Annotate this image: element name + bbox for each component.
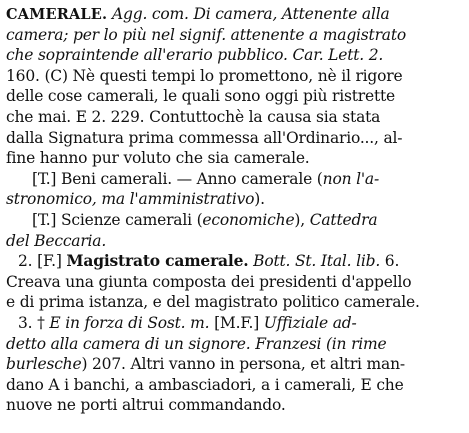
citation-text: delle cose camerali, le quali sono oggi più ristrette — [6, 87, 395, 106]
citation-text: e di prima istanza, e del magistrato politico camerale. — [6, 293, 420, 312]
source-text: del Beccaria. — [6, 231, 107, 250]
sense-number: 3. † — [18, 313, 50, 332]
entry-line-6 — [6, 107, 465, 128]
entry-line-7 — [6, 128, 465, 149]
entry-line-16 — [6, 313, 465, 334]
entry-line-11 — [6, 210, 465, 231]
source-text: Cattedra — [309, 210, 378, 229]
entry-line-20 — [6, 395, 465, 416]
entry-line-4 — [6, 66, 465, 87]
example-text: [T.] Scienze camerali ( — [32, 210, 203, 229]
gloss-text: stronomico, ma l'amministrativo — [6, 190, 255, 209]
entry-line-18 — [6, 354, 465, 375]
definition-text: detto alla camera di un signore. Franzesi (in rime — [6, 334, 387, 353]
citation-text: dano A i banchi, a ambasciadori, a i camerali, E che — [6, 375, 404, 394]
citation-text: fine hanno pur voluto che sia camerale. — [6, 149, 310, 168]
sense-heading: Magistrato camerale. — [66, 251, 249, 271]
entry-line-10 — [6, 189, 465, 210]
source-text: Bott. St. Ital. lib. — [248, 252, 381, 271]
citation-text: 160. (C) Nè questi tempi lo promettono, nè il rigore — [6, 66, 403, 85]
definition-text: Uffiziale ad- — [263, 313, 357, 332]
definition-text: E in forza di Sost. m. — [49, 313, 210, 332]
entry-line-19 — [6, 375, 465, 396]
citation-text: ) 207. Altri vanno in persona, et altri man- — [81, 355, 405, 374]
citation-text: Creava una giunta composta dei presidenti d'appello — [6, 272, 412, 291]
headword: CAMERALE. — [6, 6, 108, 23]
entry-line-12 — [6, 231, 465, 252]
citation-text: nuove ne porti altrui commandando. — [6, 396, 286, 415]
label-text: [M.F.] — [209, 313, 264, 332]
entry-line-2 — [6, 25, 465, 46]
entry-line-3 — [6, 45, 465, 66]
definition-text: Agg. com. Di camera, Attenente alla — [112, 5, 390, 23]
citation-number: 6. — [380, 252, 400, 271]
source-text: burlesche — [6, 355, 82, 374]
definition-text: camera; per lo più nel signif. attenente a magistrato — [6, 25, 406, 44]
citation-text: che mai. E 2. 229. Contuttochè la causa sia stata — [6, 107, 381, 126]
sense-number: 2. [F.] — [18, 252, 67, 271]
entry-line-9 — [6, 169, 465, 190]
entry-line-8 — [6, 148, 465, 169]
entry-line-13 — [6, 251, 465, 272]
punctuation: ), — [294, 210, 310, 229]
citation-text: dalla Signatura prima commessa all'Ordinario..., al- — [6, 128, 403, 147]
entry-line-17 — [6, 334, 465, 355]
entry-line-14 — [6, 272, 465, 293]
entry-line-15 — [6, 292, 465, 313]
entry-line-1 — [6, 4, 465, 25]
punctuation: ). — [254, 190, 265, 209]
example-text: [T.] Beni camerali. — Anno camerale ( — [32, 169, 323, 188]
definition-text: che sopraintende all'erario pubblico. Car. Lett. 2. — [6, 46, 384, 65]
entry-line-5 — [6, 86, 465, 107]
gloss-text: non l'a- — [322, 169, 379, 188]
gloss-text: economiche — [202, 210, 295, 229]
